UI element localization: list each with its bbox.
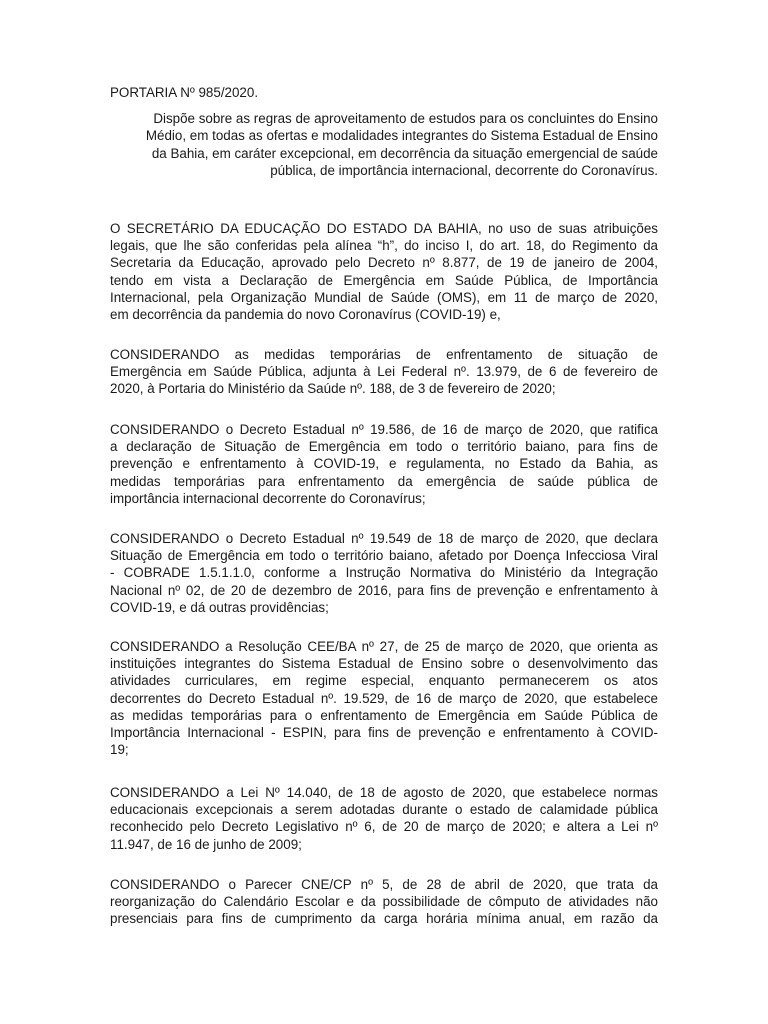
ementa-line: Dispõe sobre as regras de aproveitamento de estudos para os concluintes do Ensino xyxy=(153,111,658,126)
considerando-paragraph xyxy=(110,784,658,853)
paragraph-line: Internacional, pela Organização Mundial de Saúde (OMS), em 11 de março de 2020, xyxy=(110,289,658,305)
paragraph-line: CONSIDERANDO a Resolução CEE/BA nº 27, de 25 de março de 2020, que orienta as xyxy=(110,639,658,654)
paragraph-line: 2020, à Portaria do Ministério da Saúde nº. 188, de 3 de fevereiro de 2020; xyxy=(110,381,556,397)
considerando-paragraph xyxy=(110,876,658,928)
paragraph-line: Importância Internacional - ESPIN, para fins de prevenção e enfrentamento à COVID- xyxy=(110,724,658,740)
paragraph-line: CONSIDERANDO a Lei Nº 14.040, de 18 de agosto de 2020, que estabelece normas xyxy=(110,785,658,800)
preamble-paragraph xyxy=(110,220,658,323)
paragraph-line: atividades curriculares, em regime especial, enquanto permanecerem os atos xyxy=(110,673,658,689)
considerando-paragraph xyxy=(110,638,658,758)
paragraph-line: decorrentes do Decreto Estadual nº. 19.529, de 16 de março de 2020, que estabelece xyxy=(110,690,658,706)
paragraph-line: CONSIDERANDO o Parecer CNE/CP nº 5, de 28 de abril de 2020, que trata da xyxy=(110,877,658,892)
paragraph-line: medidas temporárias para enfrentamento da emergência de saúde pública de xyxy=(110,473,658,489)
paragraph-line: Secretaria da Educação, aprovado pelo Decreto nº 8.877, de 19 de janeiro de 2004, xyxy=(110,255,658,271)
ementa-line: Médio, em todas as ofertas e modalidades integrantes do Sistema Estadual de Ensino xyxy=(145,128,658,144)
paragraph-line: reorganização do Calendário Escolar e da possibilidade de cômputo de atividades não xyxy=(110,894,658,910)
paragraph-line: Situação de Emergência em todo o território baiano, afetado por Doença Infecciosa Viral xyxy=(110,548,658,564)
paragraph-line: - COBRADE 1.5.1.1.0, conforme a Instrução Normativa do Ministério da Integração xyxy=(110,565,658,581)
paragraph-line: em decorrência da pandemia do novo Coronavírus (COVID-19) e, xyxy=(110,306,501,322)
paragraph-line: O SECRETÁRIO DA EDUCAÇÃO DO ESTADO DA BAHIA, no uso de suas atribuições xyxy=(110,221,658,236)
paragraph-line: CONSIDERANDO o Decreto Estadual nº 19.586, de 16 de março de 2020, que ratifica xyxy=(110,422,658,437)
paragraph-line: 19; xyxy=(110,742,129,758)
considerando-paragraph xyxy=(110,421,658,507)
paragraph-line: prevenção e enfrentamento à COVID-19, e regulamenta, no Estado da Bahia, as xyxy=(110,456,658,472)
considerando-paragraph xyxy=(110,530,658,616)
ementa-line: pública, de importância internacional, decorrente do Coronavírus. xyxy=(270,162,658,178)
paragraph-line: importância internacional decorrente do Coronavírus; xyxy=(110,490,426,506)
ementa-line: da Bahia, em caráter excepcional, em decorrência da situação emergencial de saúde xyxy=(151,145,658,161)
paragraph-line: CONSIDERANDO as medidas temporárias de enfrentamento de situação de xyxy=(110,347,658,362)
paragraph-line: presenciais para fins de cumprimento da carga horária mínima anual, em razão da xyxy=(110,911,658,927)
paragraph-line: CONSIDERANDO o Decreto Estadual nº 19.549 de 18 de março de 2020, que declara xyxy=(110,531,658,546)
paragraph-line: instituições integrantes do Sistema Estadual de Ensino sobre o desenvolvimento das xyxy=(110,656,658,672)
paragraph-line: tendo em vista a Declaração de Emergência em Saúde Pública, de Importância xyxy=(110,272,658,288)
document-title: PORTARIA Nº 985/2020. xyxy=(110,85,259,100)
paragraph-line: Emergência em Saúde Pública, adjunta à Lei Federal nº. 13.979, de 6 de fevereiro de xyxy=(110,364,658,380)
considerando-paragraph xyxy=(110,346,658,398)
paragraph-line: legais, que lhe são conferidas pela alínea “h”, do inciso I, do art. 18, do Regimento da xyxy=(110,238,658,254)
paragraph-line: educacionais excepcionais a serem adotadas durante o estado de calamidade pública xyxy=(110,802,658,818)
paragraph-line: a declaração de Situação de Emergência em todo o território baiano, para fins de xyxy=(110,439,658,455)
paragraph-line: COVID-19, e dá outras providências; xyxy=(110,599,329,615)
paragraph-line: 11.947, de 16 de junho de 2009; xyxy=(110,836,302,852)
paragraph-line: reconhecido pelo Decreto Legislativo nº 6, de 20 de março de 2020; e altera a Lei nº xyxy=(110,819,658,835)
paragraph-line: as medidas temporárias para o enfrentamento de Emergência em Saúde Pública de xyxy=(110,707,658,723)
ementa xyxy=(110,110,658,179)
paragraph-line: Nacional nº 02, de 20 de dezembro de 2016, para fins de prevenção e enfrentamento à xyxy=(110,582,658,598)
